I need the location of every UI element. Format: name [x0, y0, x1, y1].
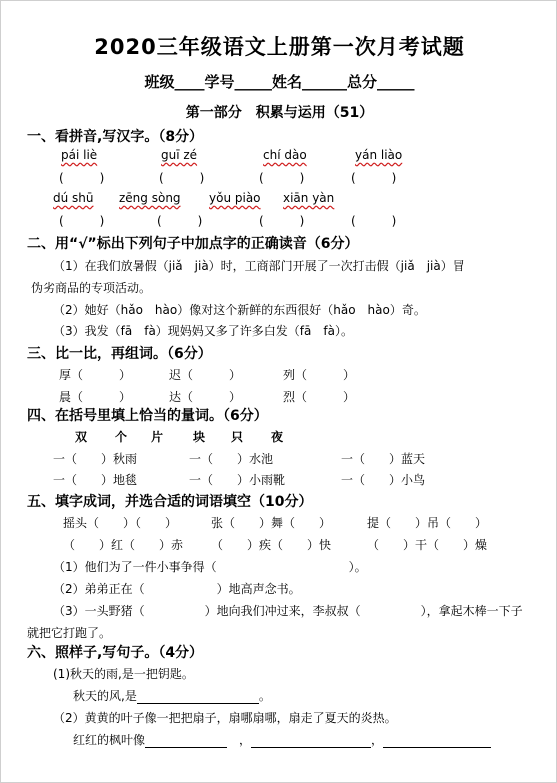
answer-box[interactable]: ( ) — [157, 214, 203, 228]
fill-item[interactable]: 张（ ）舞（ ） — [211, 516, 332, 530]
sentence-prompt — [73, 687, 271, 704]
fill-item[interactable]: （ ）疾（ ）快 — [211, 538, 332, 552]
fill-item[interactable]: 一（ ）蓝天 — [341, 452, 426, 466]
answer-box[interactable]: ( ) — [259, 214, 305, 228]
pinyin-item: xiān yàn — [283, 191, 335, 205]
word-item[interactable]: 厚（ ） — [59, 368, 132, 382]
pinyin-item: zēng sòng — [119, 191, 181, 205]
comma: ， — [239, 733, 252, 747]
question-line: 伪劣商品的专项活动。 — [31, 281, 152, 295]
pinyin-item: yán liào — [355, 148, 403, 162]
section-5-heading: 五、填字成词，并选合适的词语填空（10分） — [27, 494, 313, 510]
fill-item[interactable]: （ ）红（ ）赤 — [63, 538, 184, 552]
example-sentence: (1)秋天的雨,是一把钥匙。 — [53, 667, 194, 681]
word-item[interactable]: 列（ ） — [283, 368, 356, 382]
pinyin-item: pái liè — [61, 148, 98, 162]
section-2-heading: 二、用“√”标出下列句子中加点字的正确读音（6分） — [27, 236, 359, 252]
exam-title: 2020三年级语文上册第一次月考试题 — [94, 35, 465, 59]
fill-item[interactable]: （ ）干（ ）燥 — [367, 538, 488, 552]
measure-word: 片 — [151, 430, 164, 444]
section-1-heading: 一、看拼音,写汉字。（8分） — [27, 129, 204, 145]
section-4-heading: 四、在括号里填上恰当的量词。（6分） — [27, 408, 268, 424]
measure-word: 双 — [75, 430, 88, 444]
pinyin-item: chí dào — [263, 148, 307, 162]
answer-box[interactable]: ( ) — [59, 171, 105, 185]
answer-box[interactable]: ( ) — [59, 214, 105, 228]
answer-box[interactable]: ( ) — [159, 171, 205, 185]
pinyin-item: dú shū — [53, 191, 94, 205]
question-line: （1）他们为了一件小事争得（ ）。 — [53, 560, 367, 574]
answer-box[interactable]: ( ) — [351, 214, 397, 228]
section-3-heading: 三、比一比，再组词。（6分） — [27, 346, 212, 362]
question-line: 就把它打跑了。 — [27, 626, 112, 640]
pinyin-item: yǒu piào — [209, 191, 261, 205]
pinyin-item: guī zé — [161, 148, 198, 162]
question-line: （2）弟弟正在（ ）地高声念书。 — [53, 582, 301, 596]
prompt-text: 红红的枫叶像 — [73, 733, 146, 747]
answer-line[interactable] — [145, 735, 227, 748]
fill-item[interactable]: 提（ ）吊（ ） — [367, 516, 488, 530]
fill-item[interactable]: 一（ ）小鸟 — [341, 473, 426, 487]
section-6-heading: 六、照样子,写句子。（4分） — [27, 645, 204, 661]
word-item[interactable]: 迟（ ） — [169, 368, 242, 382]
answer-box[interactable]: ( ) — [351, 171, 397, 185]
part-one-heading: 第一部分 积累与运用（51） — [185, 105, 374, 121]
word-item[interactable]: 达（ ） — [169, 390, 242, 404]
question-line: （3）我发（fā fà）现妈妈又多了许多白发（fā fà）。 — [53, 324, 353, 338]
question-line: （2）她好（hǎo hào）像对这个新鲜的东西很好（hǎo hào）奇。 — [53, 303, 426, 317]
measure-word: 夜 — [271, 430, 284, 444]
answer-line[interactable] — [137, 691, 259, 704]
measure-word: 只 — [231, 430, 244, 444]
prompt-text: 秋天的风,是 — [73, 689, 137, 703]
question-line: （3）一头野猪（ ）地向我们冲过来，李叔叔（ ），拿起木棒一下子 — [53, 604, 523, 618]
answer-line[interactable] — [383, 735, 491, 748]
fill-item[interactable]: 一（ ）秋雨 — [53, 452, 138, 466]
student-info-line: 班级____学号_____姓名______总分_____ — [144, 73, 415, 91]
measure-word: 块 — [193, 430, 206, 444]
fill-item[interactable]: 一（ ）水池 — [189, 452, 274, 466]
period: 。 — [258, 689, 271, 703]
fill-item[interactable]: 一（ ）地毯 — [53, 473, 138, 487]
fill-item[interactable]: 一（ ）小雨靴 — [189, 473, 286, 487]
measure-word: 个 — [115, 430, 128, 444]
word-item[interactable]: 晨（ ） — [59, 390, 132, 404]
word-item[interactable]: 烈（ ） — [283, 390, 356, 404]
sentence-prompt — [73, 731, 491, 748]
question-line: （1）在我们放暑假（jiǎ jià）时，工商部门开展了一次打击假（jiǎ jià）冒 — [53, 259, 465, 273]
comma: ， — [371, 733, 384, 747]
answer-line[interactable] — [251, 735, 371, 748]
example-sentence: （2）黄黄的叶子像一把把扇子，扇哪扇哪，扇走了夏天的炎热。 — [53, 711, 397, 725]
answer-box[interactable]: ( ) — [259, 171, 305, 185]
fill-item[interactable]: 摇头（ ）（ ） — [63, 516, 178, 530]
